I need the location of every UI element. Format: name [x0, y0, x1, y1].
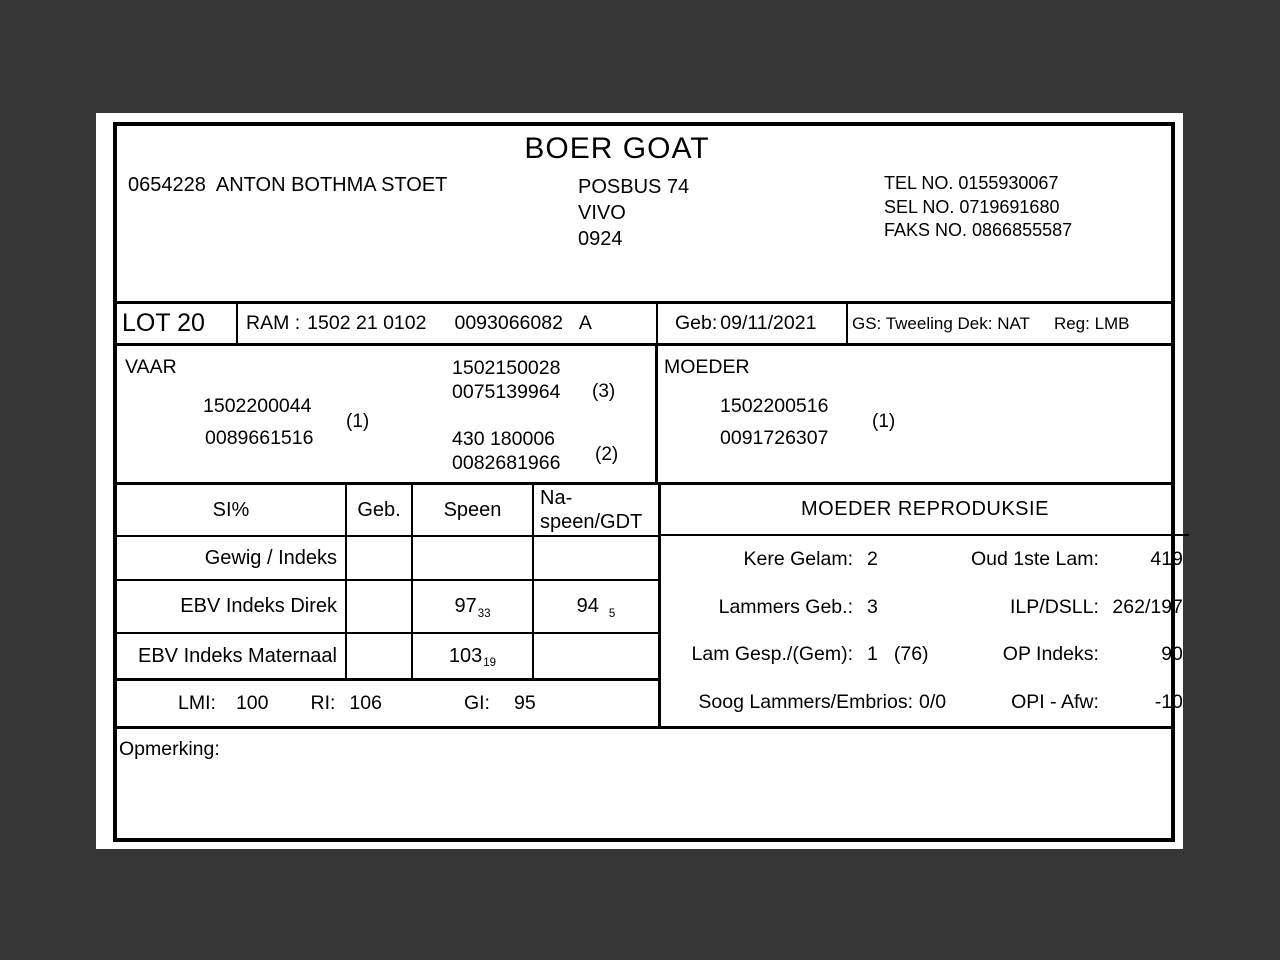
contact-line-sel: SEL NO. 0719691680 — [884, 196, 1060, 217]
pedigree-section — [117, 346, 1171, 482]
dam-reproduction-box — [658, 485, 1189, 726]
ram-label: RAM : — [246, 312, 301, 334]
dam-id-line2: 0091726307 — [720, 427, 829, 449]
naspeen-cell — [534, 634, 658, 678]
si-table — [117, 485, 658, 681]
dam-panel-label: MOEDER — [664, 356, 750, 378]
address-block — [578, 174, 689, 252]
catalog-card-page — [96, 113, 1183, 849]
address-line: VIVO — [578, 202, 626, 224]
stat-value: 3 — [867, 595, 878, 618]
stat-value: 262/197 — [1112, 595, 1183, 618]
lmi-label: LMI: — [178, 692, 216, 714]
grandsire-bottom-line1: 430 180006 — [452, 428, 556, 450]
sire-panel-label: VAAR — [125, 356, 177, 378]
lot-number: LOT 20 — [122, 309, 205, 337]
gi-value: 95 — [513, 692, 536, 714]
accuracy-subscript: 33 — [477, 607, 491, 620]
stat-label: ILP/DSLL: — [1010, 595, 1099, 618]
sire-id-line2: 0089661516 — [205, 427, 314, 449]
stat-label: Oud 1ste Lam: — [971, 548, 1099, 571]
ri-value: 106 — [349, 692, 382, 714]
row-label: EBV Indeks Maternaal — [117, 634, 347, 678]
grandsire-bottom-line2: 0082681966 — [452, 452, 561, 474]
geb-cell — [347, 537, 413, 581]
indices-row — [117, 681, 658, 726]
si-column — [117, 485, 658, 726]
contact-line-faks: FAKS NO. 0866855587 — [884, 220, 1073, 240]
accuracy-subscript: 19 — [483, 657, 497, 669]
performance-section — [117, 482, 1183, 729]
stat-value: 2 — [867, 548, 878, 571]
row-label: EBV Indeks Direk — [117, 581, 347, 634]
gi-label: GI: — [463, 692, 490, 714]
birth-status-text: GS: Tweeling Dek: NAT — [852, 313, 1030, 333]
geb-header: Geb. — [347, 485, 413, 537]
row-label: Gewig / Indeks — [117, 537, 347, 581]
si-table-header-row — [117, 485, 658, 537]
stud-name: ANTON BOTHMA STOET — [215, 174, 448, 196]
naspeen-header: Na- speen/GDT — [534, 485, 658, 537]
lmi-value: 100 — [235, 692, 269, 714]
stat-label: Lam Gesp./(Gem): — [691, 643, 853, 666]
table-row-ebv-direk — [117, 581, 658, 634]
lot-row — [117, 301, 1171, 346]
repro-row-kere-gelam — [661, 536, 1183, 584]
stat-label: Lammers Geb.: — [718, 595, 853, 618]
table-row-gewig-indeks — [117, 537, 658, 581]
naspeen-cell — [534, 537, 658, 581]
dam-id-line1: 1502200516 — [720, 395, 829, 417]
address-line: POSBUS 74 — [578, 176, 690, 198]
ram-tattoo: 1502 21 0102 — [307, 312, 427, 334]
grandsire-top-line2: 0075139964 — [452, 381, 561, 403]
grandsire-bottom-mark: (2) — [595, 444, 619, 465]
remarks-label: Opmerking: — [119, 738, 220, 760]
birthdate-value: 09/11/2021 — [720, 312, 817, 334]
member-number: 0654228 — [128, 174, 206, 196]
stat-value: 0/0 — [919, 690, 947, 713]
stat-value: 419 — [1150, 548, 1183, 571]
breed-title: BOER GOAT — [524, 132, 710, 165]
birthdate-cell — [658, 304, 848, 343]
remarks-section — [117, 729, 1171, 834]
sire-panel — [117, 346, 658, 482]
stat-value: 90 — [1161, 643, 1183, 666]
accuracy-subscript: 5 — [608, 607, 616, 620]
table-row-ebv-maternaal — [117, 634, 658, 678]
lot-number-cell — [117, 304, 238, 343]
si-header: SI% — [117, 485, 347, 537]
stat-value-secondary: (76) — [893, 643, 929, 666]
stat-label: Soog Lammers/Embrios: — [698, 690, 913, 713]
stat-label: OPI - Afw: — [1011, 690, 1099, 713]
registration-status-text: Reg: LMB — [1053, 313, 1130, 333]
contact-line-tel: TEL NO. 0155930067 — [884, 173, 1059, 193]
naspeen-cell: 94 5 — [534, 581, 658, 634]
card-border-frame — [113, 122, 1183, 842]
ram-suffix: A — [578, 312, 592, 334]
address-line: 0924 — [578, 228, 623, 250]
birth-status-cell — [848, 304, 1171, 343]
geb-cell — [347, 581, 413, 634]
repro-row-soog-lammers — [661, 679, 1183, 727]
owner-line — [128, 174, 447, 197]
stat-label: OP Indeks: — [1002, 643, 1099, 666]
speen-cell: 97 33 — [413, 581, 534, 634]
speen-header: Speen — [413, 485, 534, 537]
sire-id-line1: 1502200044 — [203, 395, 312, 417]
stat-value: -10 — [1154, 690, 1183, 713]
dam-panel — [658, 346, 1171, 482]
dam-reproduction-rows — [661, 536, 1189, 726]
stat-label: Kere Gelam: — [743, 548, 853, 571]
dam-mark: (1) — [872, 411, 896, 432]
sire-mark: (1) — [346, 411, 370, 432]
speen-cell: 103 19 — [413, 634, 534, 678]
grandsire-top-mark: (3) — [592, 381, 616, 402]
repro-row-lammers-geb — [661, 584, 1183, 632]
geb-cell — [347, 634, 413, 678]
dam-reproduction-title: MOEDER REPRODUKSIE — [661, 485, 1189, 536]
ram-id-cell — [238, 304, 658, 343]
contact-block — [884, 172, 1072, 243]
card-header — [117, 126, 1171, 301]
stat-value: 1 (76) — [867, 643, 929, 666]
grandsire-top-line1: 1502150028 — [452, 357, 561, 379]
speen-cell — [413, 537, 534, 581]
repro-row-lam-gesp — [661, 631, 1183, 679]
birthdate-label: Geb: — [675, 312, 718, 334]
ri-label: RI: — [310, 692, 336, 714]
ram-registration-number: 0093066082 — [454, 312, 563, 334]
